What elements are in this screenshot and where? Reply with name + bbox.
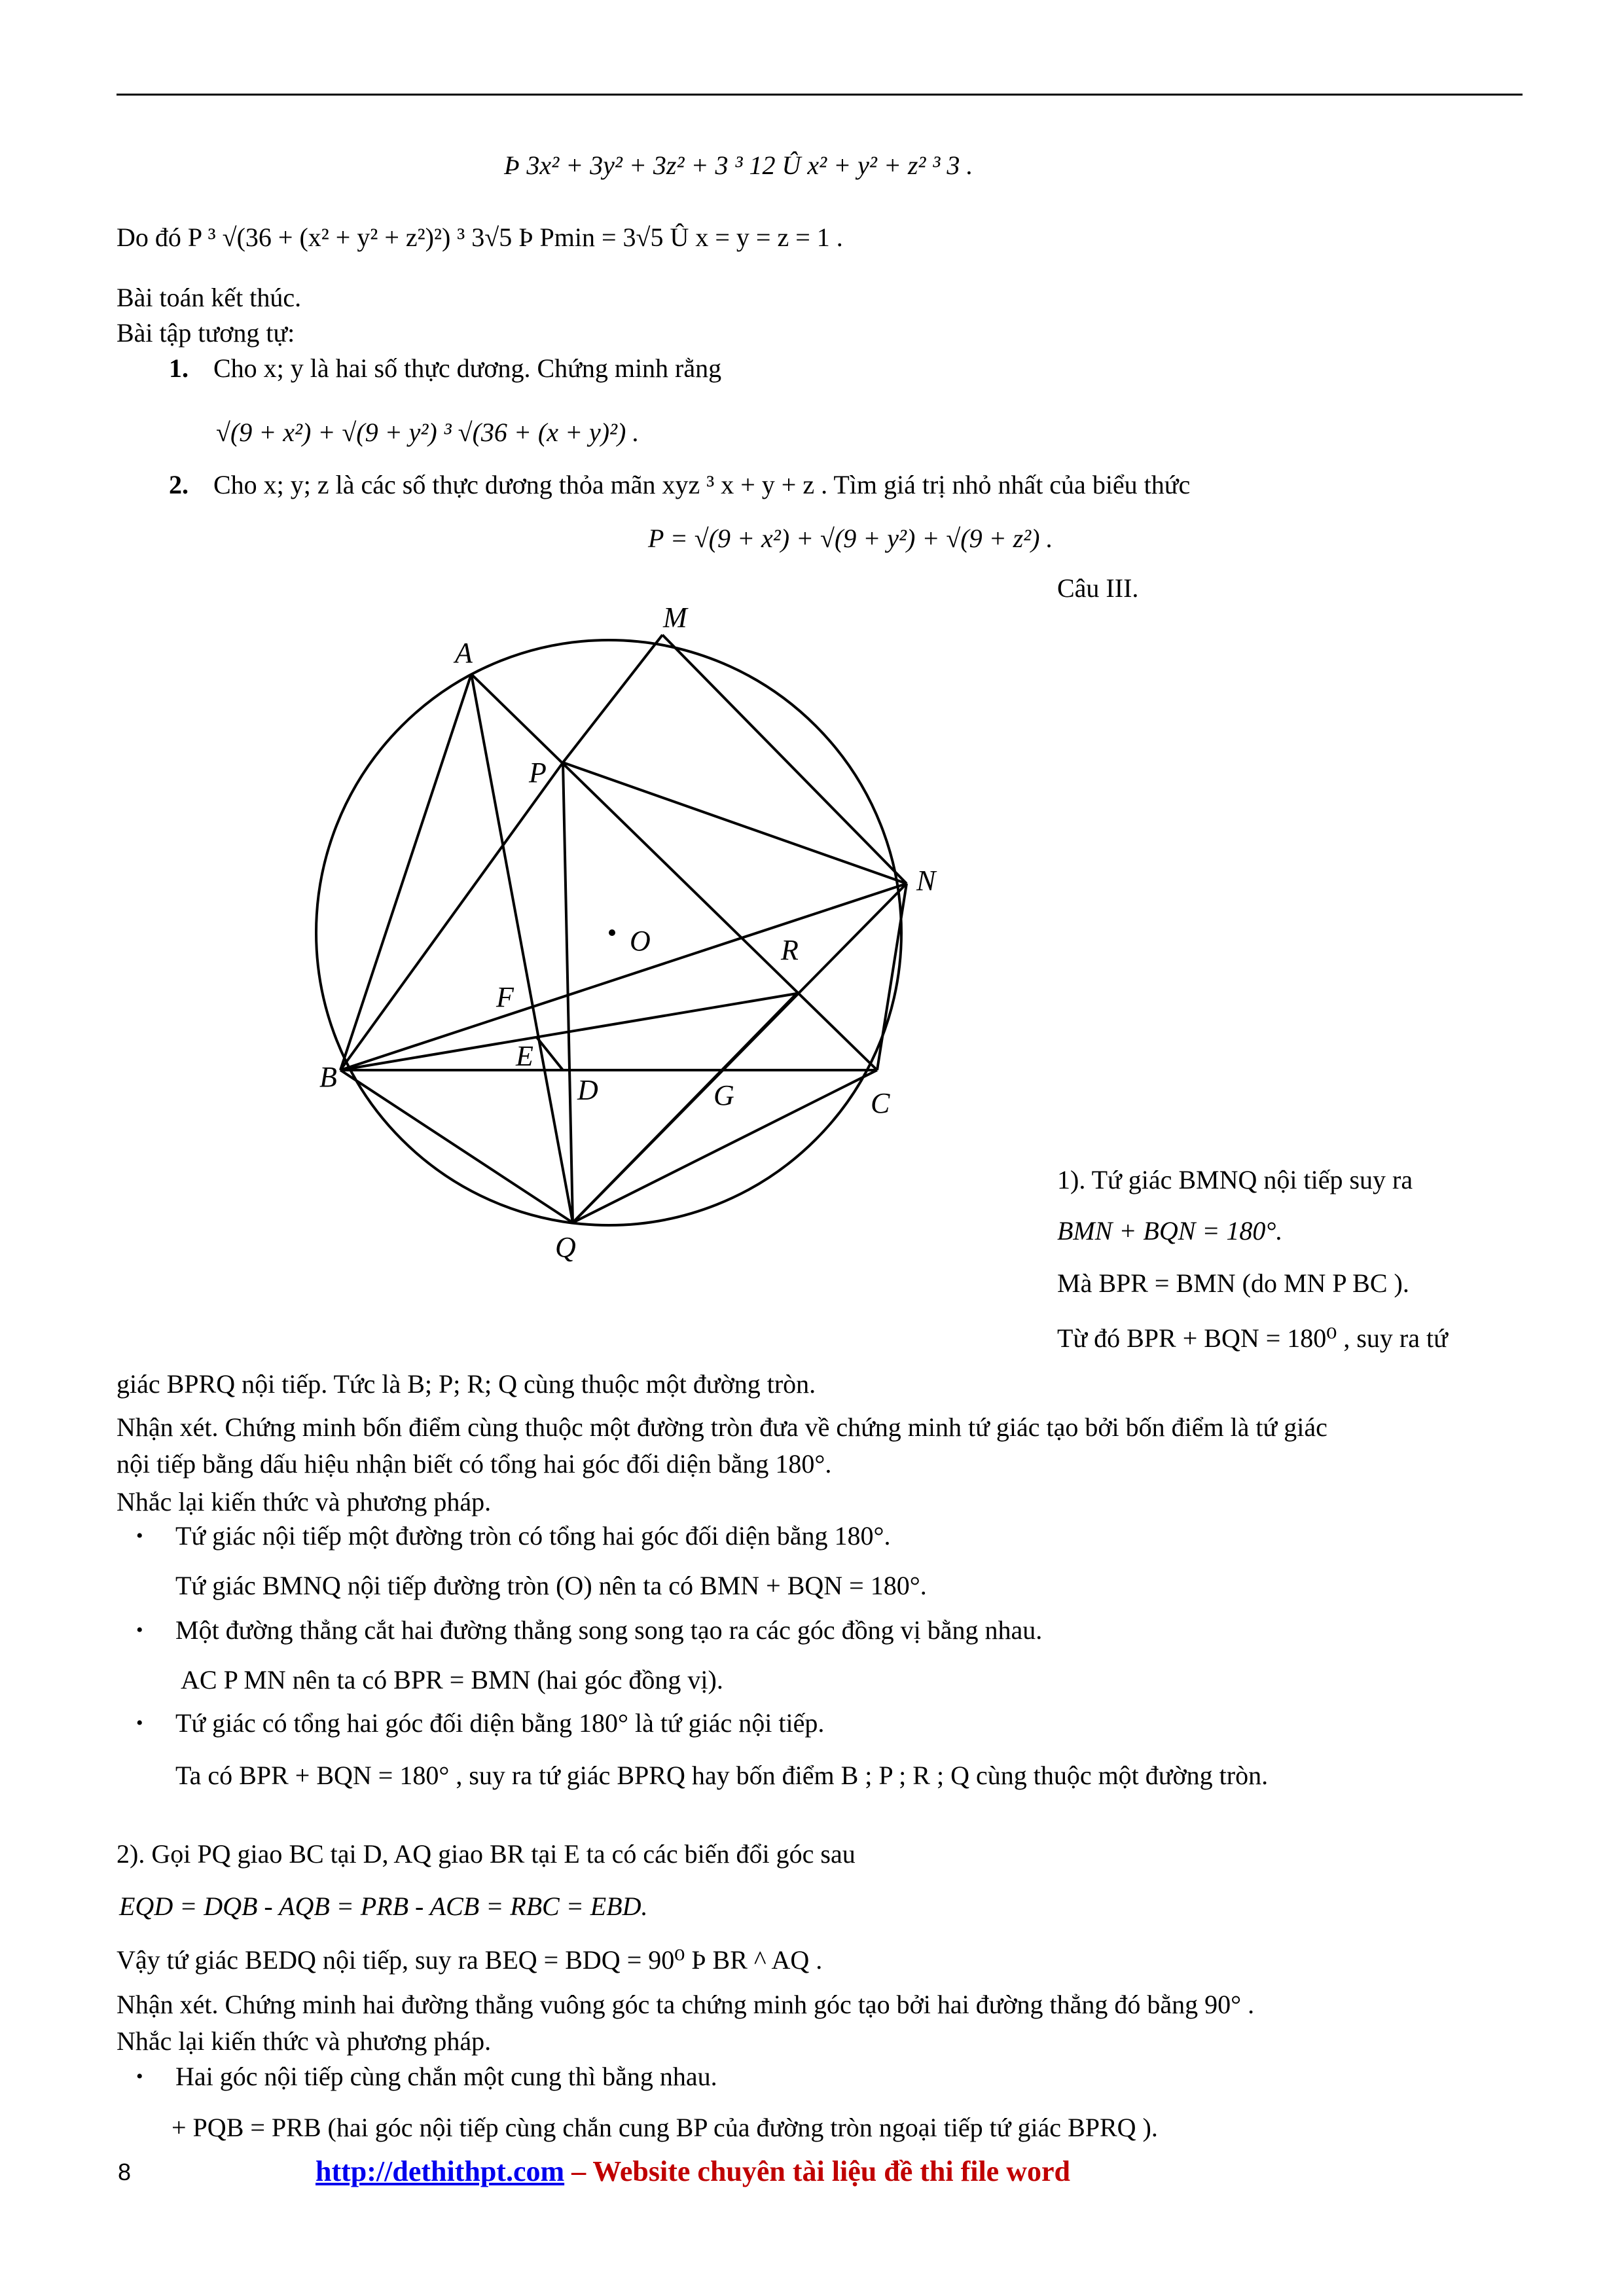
bullet-subtext: Tứ giác BMNQ nội tiếp đường tròn (O) nên ta có BMN + BQN = 180°. [175,1571,927,1600]
text-line: giác BPRQ nội tiếp. Tức là B; P; R; Q cùng thuộc một đường tròn. [117,1369,816,1399]
bullet-subtext: AC P MN nên ta có BPR = BMN (hai góc đồng vị). [181,1665,723,1695]
equation-line: Do đó P ³ √(36 + (x² + y² + z²)²) ³ 3√5 Þ Pmin = 3√5 Û x = y = z = 1 . [117,223,843,252]
page-number: 8 [118,2159,132,2185]
section-heading: Câu III. [1057,573,1139,603]
text-line: Nhắc lại kiến thức và phương pháp. [117,2026,492,2056]
text-line: Bài tập tương tự: [117,318,295,348]
text-line: 1). Tứ giác BMNQ nội tiếp suy ra [1057,1165,1413,1194]
bullet-text: Tứ giác có tổng hai góc đối diện bằng 180° là tứ giác nội tiếp. [175,1708,825,1738]
text-line: nội tiếp bằng dấu hiệu nhận biết có tổng hai góc đối diện bằng 180°. [117,1449,832,1479]
text-line: Từ đó BPR + BQN = 180⁰ , suy ra tứ [1057,1323,1448,1353]
footer [316,2155,1070,2188]
bullet-subtext: + PQB = PRB (hai góc nội tiếp cùng chắn cung BP của đường tròn ngoại tiếp tứ giác BPRQ ). [171,2113,1158,2142]
label-G: G [713,1079,734,1111]
label-F: F [496,981,514,1013]
bullet-text: Tứ giác nội tiếp một đường tròn có tổng hai góc đối diện bằng 180°. [175,1521,891,1551]
label-P: P [529,757,547,789]
footer-tagline: – Website chuyên tài liệu đề thi file word [564,2155,1070,2187]
exercise-formula: P = √(9 + x²) + √(9 + y²) + √(9 + z²) . [648,524,1053,553]
bullet-text: Hai góc nội tiếp cùng chắn một cung thì bằng nhau. [175,2062,717,2091]
center-dot [609,929,615,936]
label-E: E [516,1040,533,1072]
bullet-subtext: Ta có BPR + BQN = 180° , suy ra tứ giác BPRQ hay bốn điểm B ; P ; R ; Q cùng thuộc một đường tròn. [175,1761,1269,1790]
bullet: • [136,1525,143,1547]
equation-line: BMN + BQN = 180°. [1057,1216,1283,1246]
exercise-number: 2. [169,470,189,499]
text-line: Nhắc lại kiến thức và phương pháp. [117,1487,492,1516]
label-A: A [455,637,473,669]
label-R: R [781,934,799,966]
label-N: N [916,865,936,897]
equation-line: Þ 3x² + 3y² + 3z² + 3 ³ 12 Û x² + y² + z² ³ 3 . [504,151,973,180]
exercise-text: Cho x; y; z là các số thực dương thỏa mãn xyz ³ x + y + z . Tìm giá trị nhỏ nhất của biểu thức [213,470,1191,499]
text-line: Vậy tứ giác BEDQ nội tiếp, suy ra BEQ = BDQ = 90⁰ Þ BR ^ AQ . [117,1945,823,1975]
header-rule [117,94,1523,96]
exercise-text: Cho x; y là hai số thực dương. Chứng minh rằng [213,353,722,383]
text-line: Bài toán kết thúc. [117,283,302,312]
text-line: Mà BPR = BMN (do MN P BC ). [1057,1268,1409,1298]
bullet-text: Một đường thẳng cắt hai đường thẳng song song tạo ra các góc đồng vị bằng nhau. [175,1615,1043,1645]
text-line: Nhận xét. Chứng minh bốn điểm cùng thuộc một đường tròn đưa về chứng minh tứ giác tạo bởi bốn điểm là tứ giác [117,1412,1327,1442]
text-line: Nhận xét. Chứng minh hai đường thẳng vuông góc ta chứng minh góc tạo bởi hai đường thẳng đó bằng 90° . [117,1990,1255,2019]
bullet: • [136,1712,143,1734]
equation-line: EQD = DQB - AQB = PRB - ACB = RBC = EBD. [119,1892,648,1921]
label-O: O [630,925,651,957]
bullet: • [136,1619,143,1641]
exercise-formula: √(9 + x²) + √(9 + y²) ³ √(36 + (x + y)²) . [216,418,640,447]
label-M: M [663,601,687,634]
label-Q: Q [555,1231,576,1263]
geometry-figure [308,589,949,1270]
bullet: • [136,2066,143,2087]
text-line: 2). Gọi PQ giao BC tại D, AQ giao BR tại E ta có các biến đổi góc sau [117,1839,856,1869]
label-B: B [319,1061,337,1093]
label-C: C [871,1087,890,1119]
label-D: D [577,1074,598,1106]
footer-link[interactable]: http://dethithpt.com [316,2155,565,2187]
exercise-number: 1. [169,353,189,383]
